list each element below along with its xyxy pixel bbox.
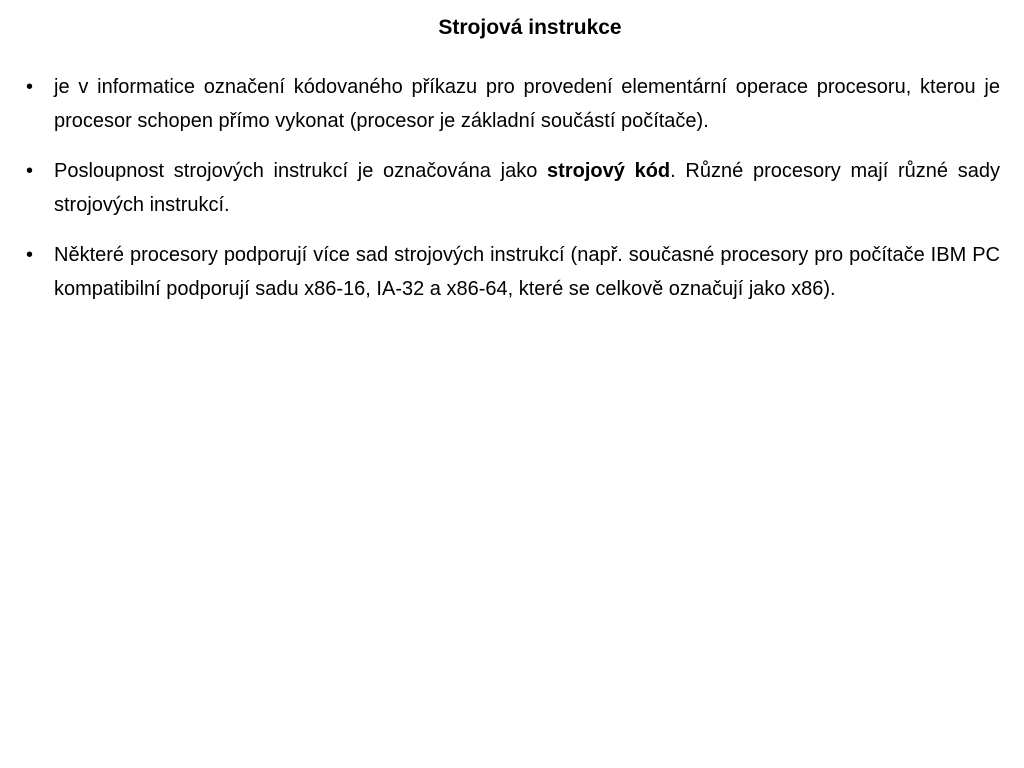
- bullet-dot-icon: •: [26, 76, 34, 98]
- bullet-text-before: Posloupnost strojových instrukcí je označována jako: [54, 160, 548, 182]
- slide-title: Strojová instrukce: [438, 16, 622, 39]
- bullet-item: [26, 238, 1000, 306]
- bullet-item: [26, 154, 1000, 222]
- bullet-text: je v informatice označení kódovaného příkazu pro provedení elementární operace procesoru, kterou je procesor schopen přímo vykonat (procesor je základní součástí počítače).: [54, 76, 1000, 132]
- bullet-text-bold-term: strojový kód: [547, 160, 671, 182]
- bullet-dot-icon: •: [26, 244, 34, 266]
- bullet-list: [26, 70, 1000, 322]
- bullet-text: Některé procesory podporují více sad strojových instrukcí (např. současné procesory pro počítače IBM PC kompatibilní podporují sadu x86-16, IA-32 a x86-64, které se celkově označují jako x86).: [54, 244, 1000, 300]
- bullet-text-after: . Různé procesory mají různé sady strojových instrukcí.: [54, 160, 1001, 216]
- bullet-dot-icon: •: [26, 160, 34, 182]
- bullet-item: [26, 70, 1000, 138]
